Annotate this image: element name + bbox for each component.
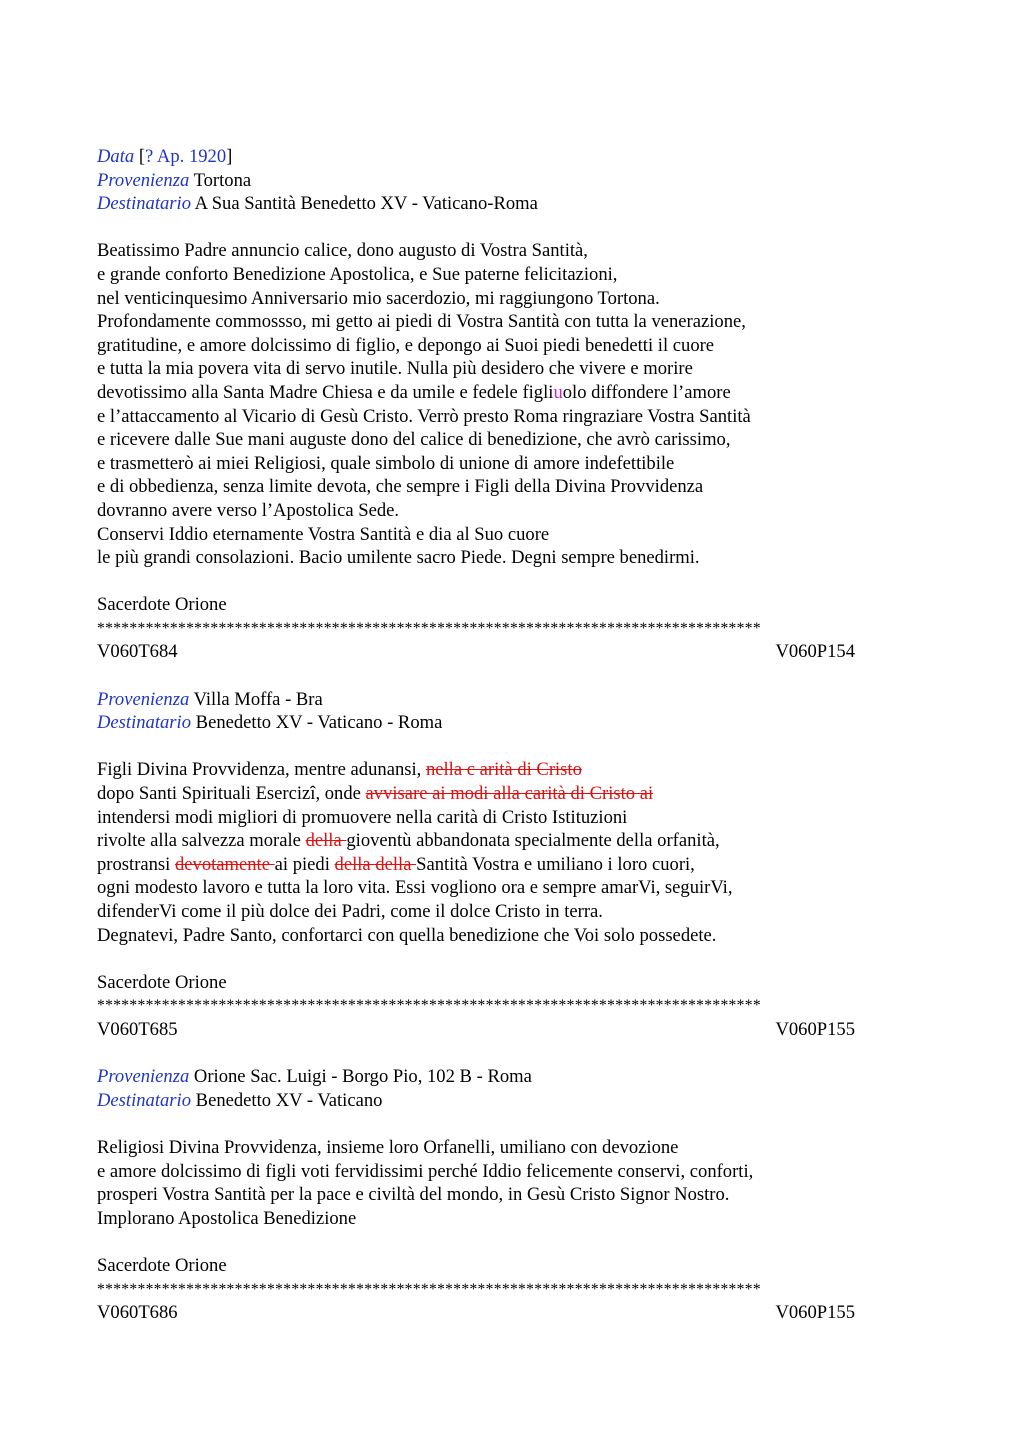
separator-stars: ********************************************************************************** [97, 619, 761, 637]
body-line: e tutta la mia povera vita di servo inutile. Nulla più desidero che vivere e morire [97, 358, 693, 380]
provenance-value: Villa Moffa - Bra [193, 688, 323, 710]
body-text: gioventù abbandonata specialmente della orfanità, [346, 830, 720, 852]
body-line: Profondamente commossso, mi getto ai piedi di Vostra Santità con tutta la venerazione, [97, 311, 746, 333]
reference-codes [97, 640, 855, 664]
body-text: , onde [315, 783, 366, 805]
date-bracket-open: [ [138, 146, 146, 167]
provenance-label: Provenienza [97, 688, 190, 710]
body-text: olo diffondere l’amore [562, 381, 731, 403]
body-text: ai piedi [274, 853, 335, 875]
provenance-line [97, 1065, 977, 1089]
recipient-label: Destinatario [97, 1089, 192, 1111]
deleted-text: devotamente [174, 853, 275, 875]
page-code: V060P155 [775, 1302, 855, 1324]
reference-codes [97, 1018, 855, 1042]
date-line [97, 145, 977, 169]
provenance-line [97, 169, 977, 193]
body-line: ogni modesto lavoro e tutta la loro vita. Essi vogliono ora e sempre amarVi, seguirVi, [97, 877, 733, 899]
text-code: V060T686 [97, 1302, 178, 1324]
recipient-value: Benedetto XV - Vaticano [195, 1089, 383, 1111]
body-line: Conservi Iddio eternamente Vostra Santità e dia al Suo cuore [97, 523, 550, 545]
signature: Sacerdote Orione [97, 971, 227, 993]
body-text: prostransi [97, 853, 175, 875]
date-bracket-close: ] [226, 146, 233, 167]
body-line: e grande conforto Benedizione Apostolica, e Sue paterne felicitazioni, [97, 263, 618, 285]
recipient-line [97, 192, 977, 216]
body-line: e amore dolcissimo di figli voti fervidissimi perché Iddio felicemente conservi, conforti, [97, 1160, 754, 1182]
inserted-text: u [553, 381, 563, 403]
body-line: e di obbedienza, senza limite devota, che sempre i Figli della Divina Provvidenza [97, 476, 704, 498]
body-text: Figli Divina Provvidenza, mentre adunansi, [97, 759, 426, 781]
provenance-value: Tortona [193, 169, 252, 191]
reference-codes [97, 1301, 855, 1325]
date-value: ? Ap. 1920 [145, 146, 227, 167]
body-text: Santità Vostra e umiliano i loro cuori, [416, 853, 695, 875]
body-line: Degnatevi, Padre Santo, confortarci con quella benedizione che Voi solo possedete. [97, 924, 717, 946]
deleted-text: della della [334, 853, 417, 875]
body-line: Implorano Apostolica Benedizione [97, 1207, 357, 1229]
body-text: rivolte alla salvezza morale [97, 830, 306, 852]
recipient-line [97, 1089, 977, 1113]
provenance-line [97, 688, 977, 712]
provenance-label: Provenienza [97, 1066, 190, 1088]
date-label: Data [97, 146, 135, 167]
recipient-label: Destinatario [97, 193, 192, 215]
body-line: Religiosi Divina Provvidenza, insieme loro Orfanelli, umiliano con devozione [97, 1136, 679, 1158]
body-line: intendersi modi migliori di promuovere nella carità di Cristo Istituzioni [97, 806, 628, 828]
text-code: V060T685 [97, 1018, 178, 1040]
recipient-value: A Sua Santità Benedetto XV - Vaticano-Roma [194, 193, 538, 215]
body-text: dopo Santi Spirituali Esercizî [97, 783, 316, 805]
body-line: gratitudine, e amore dolcissimo di figlio, e depongo ai Suoi piedi benedetti il cuore [97, 334, 715, 356]
deleted-text: avvisare ai modi alla carità di Cristo ai [365, 783, 654, 805]
body-line: e l’attaccamento al Vicario di Gesù Cristo. Verrò presto Roma ringraziare Vostra Santità [97, 405, 751, 427]
page-code: V060P155 [775, 1018, 855, 1040]
body-line [97, 853, 977, 877]
body-line [97, 381, 977, 405]
deleted-text: della [305, 830, 347, 852]
signature: Sacerdote Orione [97, 1254, 227, 1276]
body-line [97, 782, 977, 806]
body-line: e ricevere dalle Sue mani auguste dono del calice di benedizione, che avrò carissimo, [97, 429, 731, 451]
page-code: V060P154 [775, 641, 855, 663]
separator-stars: ********************************************************************************** [97, 997, 761, 1015]
recipient-label: Destinatario [97, 712, 192, 734]
body-line: e trasmetterò ai miei Religiosi, quale simbolo di unione di amore indefettibile [97, 452, 675, 474]
provenance-value: Orione Sac. Luigi - Borgo Pio, 102 B - Roma [193, 1066, 532, 1088]
body-line: dovranno avere verso l’Apostolica Sede. [97, 499, 400, 521]
body-line: Beatissimo Padre annuncio calice, dono augusto di Vostra Santità, [97, 240, 588, 262]
body-line [97, 829, 977, 853]
deleted-text: nella c arità di Cristo [425, 759, 582, 781]
body-line: le più grandi consolazioni. Bacio umilente sacro Piede. Degni sempre benedirmi. [97, 547, 700, 569]
document-page [97, 145, 977, 1325]
body-line [97, 758, 977, 782]
provenance-label: Provenienza [97, 169, 190, 191]
text-code: V060T684 [97, 641, 178, 663]
body-line: prosperi Vostra Santità per la pace e civiltà del mondo, in Gesù Cristo Signor Nostro. [97, 1184, 730, 1206]
body-line: nel venticinquesimo Anniversario mio sacerdozio, mi raggiungono Tortona. [97, 287, 660, 309]
body-line: difenderVi come il più dolce dei Padri, come il dolce Cristo in terra. [97, 901, 603, 922]
body-text: devotissimo alla Santa Madre Chiesa e da umile e fedele figli [97, 381, 554, 403]
signature: Sacerdote Orione [97, 594, 227, 616]
recipient-line [97, 711, 977, 735]
recipient-value: Benedetto XV - Vaticano - Roma [195, 712, 443, 734]
separator-stars: ********************************************************************************** [97, 1280, 761, 1298]
